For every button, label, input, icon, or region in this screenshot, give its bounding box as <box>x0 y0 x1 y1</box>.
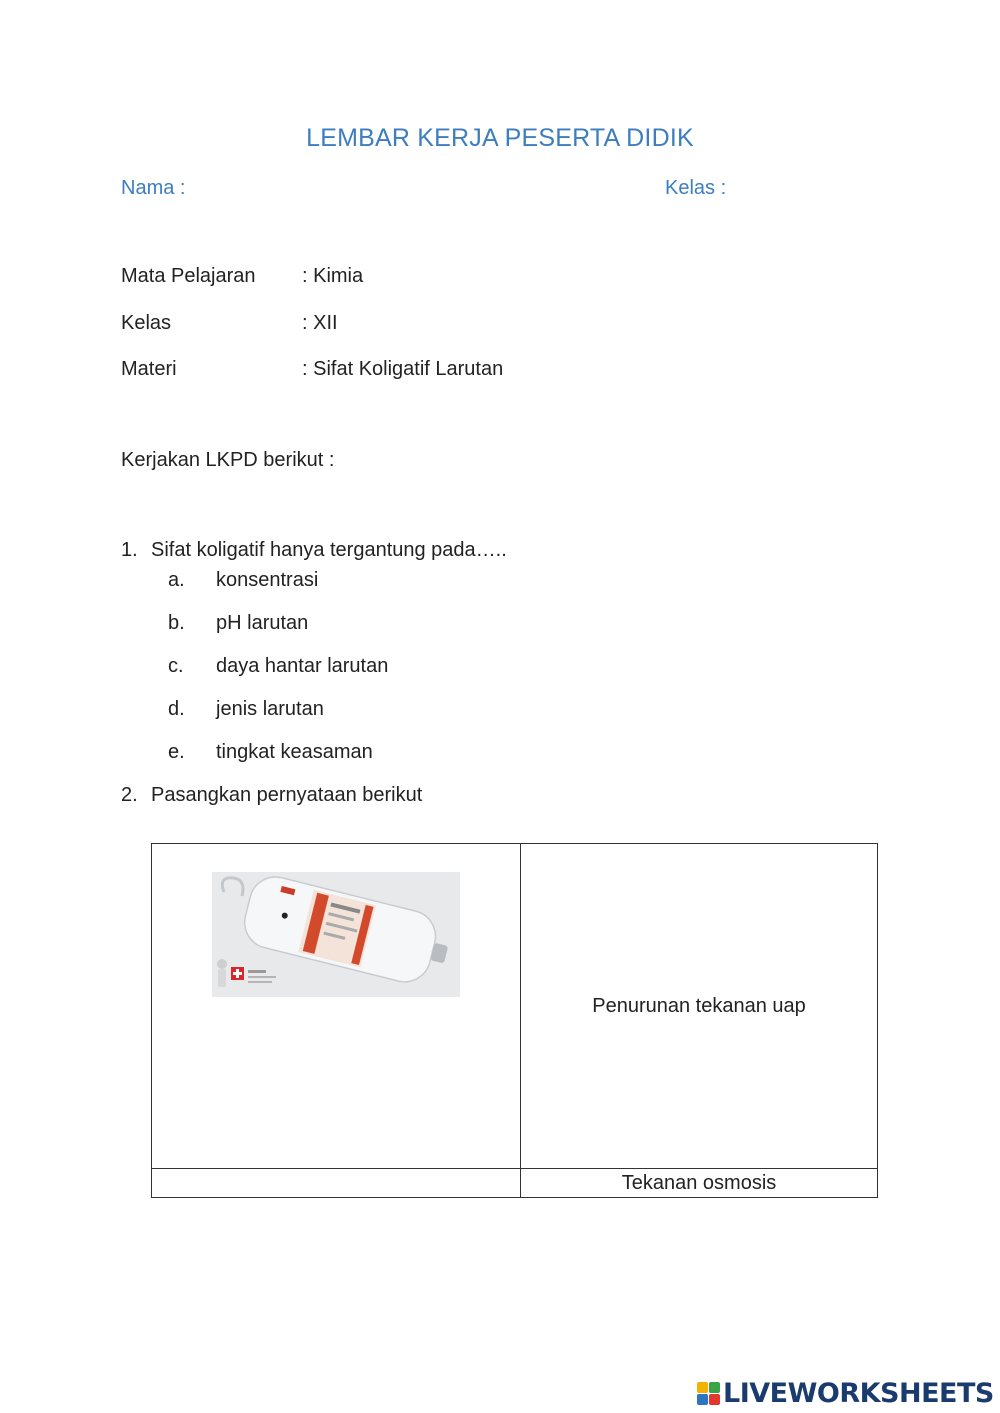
live-blocks-icon <box>697 1382 721 1406</box>
info-material-label: Materi <box>121 358 177 380</box>
question-1-text: Sifat koligatif hanya tergantung pada….. <box>151 539 507 561</box>
instruction: Kerjakan LKPD berikut : <box>121 449 335 471</box>
option-a-text[interactable]: konsentrasi <box>216 569 319 591</box>
option-d-text[interactable]: jenis larutan <box>216 698 324 720</box>
image-cell[interactable] <box>152 844 521 1169</box>
liveworksheets-logo[interactable] <box>697 1378 994 1409</box>
table-row <box>152 1169 878 1198</box>
match-option-1[interactable]: Penurunan tekanan uap <box>521 844 878 1169</box>
page-title: LEMBAR KERJA PESERTA DIDIK <box>306 124 694 152</box>
info-class-label: Kelas <box>121 312 172 334</box>
infusion-bag-photo[interactable] <box>212 872 460 997</box>
option-e-text[interactable]: tingkat keasaman <box>216 741 373 763</box>
match-option-2[interactable]: Tekanan osmosis <box>521 1169 878 1198</box>
option-d-letter: d. <box>168 698 185 720</box>
matching-table <box>151 843 878 1198</box>
info-material-value: : Sifat Koligatif Larutan <box>302 358 504 380</box>
question-1-number: 1. <box>121 539 138 561</box>
option-b-letter: b. <box>168 612 185 634</box>
option-a-letter: a. <box>168 569 185 591</box>
option-c-letter: c. <box>168 655 184 677</box>
question-2-text: Pasangkan pernyataan berikut <box>151 784 423 806</box>
question-2-number: 2. <box>121 784 138 806</box>
info-subject-value: : Kimia <box>302 265 364 287</box>
info-subject-label: Mata Pelajaran <box>121 265 256 287</box>
empty-cell[interactable] <box>152 1169 521 1198</box>
liveworksheets-text: LIVEWORKSHEETS <box>723 1378 994 1409</box>
table-row <box>152 844 878 1169</box>
option-c-text[interactable]: daya hantar larutan <box>216 655 389 677</box>
name-label: Nama : <box>121 177 186 199</box>
info-class-value: : XII <box>302 312 338 334</box>
class-label: Kelas : <box>665 177 727 199</box>
option-e-letter: e. <box>168 741 185 763</box>
option-b-text[interactable]: pH larutan <box>216 612 309 634</box>
